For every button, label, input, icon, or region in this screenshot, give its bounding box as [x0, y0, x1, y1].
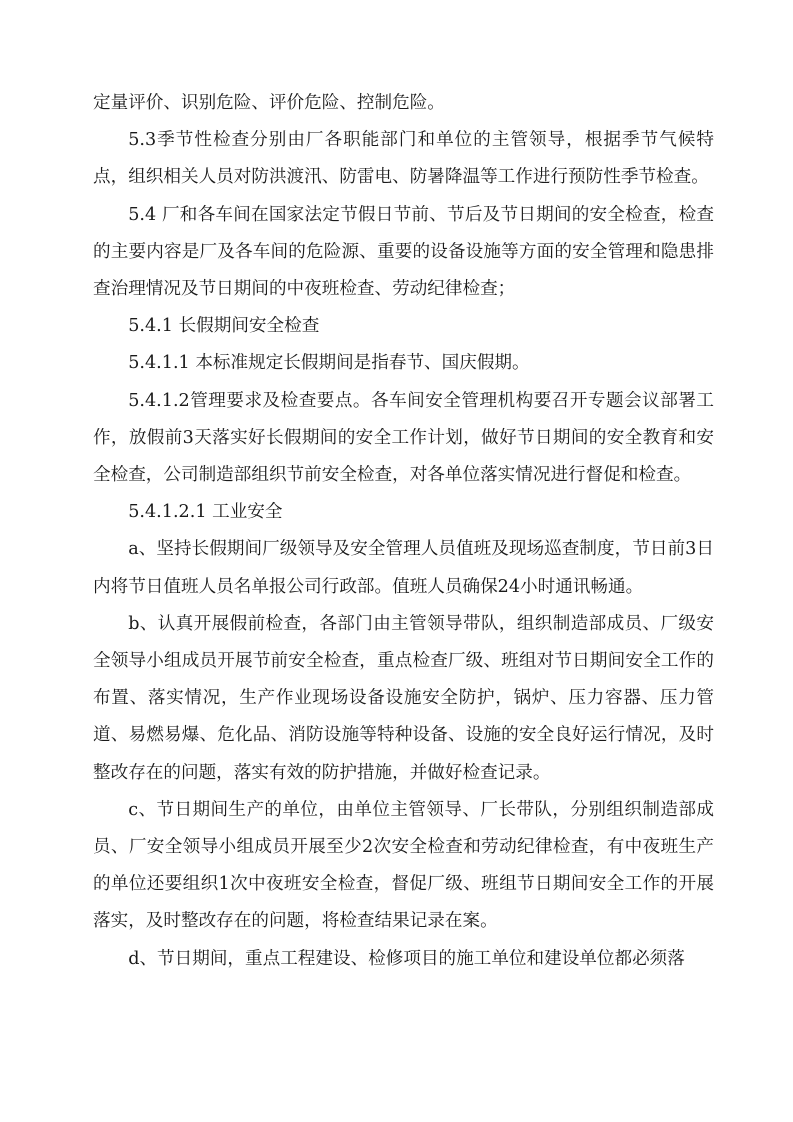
paragraph-5-4-holiday-inspection: 5.4 厂和各车间在国家法定节假日节前、节后及节日期间的安全检查，检查的主要内容是厂及各车间的危险源、重要的设备设施等方面的安全管理和隐患排查治理情况及节日期间的中夜班检查、劳动纪律检查；: [93, 204, 714, 300]
heading-5-4-1: 5.4.1 长假期间安全检查: [128, 316, 320, 337]
paragraph-item-a: a、坚持长假期间厂级领导及安全管理人员值班及现场巡查制度，节日前3日内将节日值班人员名单报公司行政部。值班人员确保24小时通讯畅通。: [93, 539, 714, 597]
paragraph-item-c: c、节日期间生产的单位，由单位主管领导、厂长带队，分别组织制造部成员、厂安全领导小组成员开展至少2次安全检查和劳动纪律检查，有中夜班生产的单位还要组织1次中夜班安全检查，督促厂级、班组节日期间安全工作的开展落实，及时整改存在的问题，将检查结果记录在案。: [93, 799, 714, 932]
paragraph-5-4-1-2: 5.4.1.2管理要求及检查要点。各车间安全管理机构要召开专题会议部署工作，放假前3天落实好长假期间的安全工作计划，做好节日期间的安全教育和安全检查，公司制造部组织节前安全检查，对各单位落实情况进行督促和检查。: [93, 390, 714, 486]
heading-5-4-1-2-1: 5.4.1.2.1 工业安全: [128, 502, 283, 523]
paragraph-continuation: 定量评价、识别危险、评价危险、控制危险。: [93, 93, 445, 113]
paragraph-5-4-1-1: 5.4.1.1 本标准规定长假期间是指春节、国庆假期。: [128, 353, 530, 374]
paragraph-5-3-seasonal-inspection: 5.3季节性检查分别由厂各职能部门和单位的主管领导，根据季节气候特点，组织相关人员对防洪渡汛、防雷电、防暑降温等工作进行预防性季节检查。: [93, 130, 714, 188]
document-page: [93, 85, 714, 978]
paragraph-item-d: d、节日期间，重点工程建设、检修项目的施工单位和建设单位都必须落: [128, 948, 685, 969]
paragraph-item-b: b、认真开展假前检查，各部门由主管领导带队，组织制造部成员、厂级安全领导小组成员开展节前安全检查，重点检查厂级、班组对节日期间安全工作的布置、落实情况，生产作业现场设备设施安全防护，锅炉、压力容器、压力管道、易燃易爆、危化品、消防设施等特种设备、设施的安全良好运行情况，及时整改存在的问题，落实有效的防护措施，并做好检查记录。: [93, 613, 714, 783]
